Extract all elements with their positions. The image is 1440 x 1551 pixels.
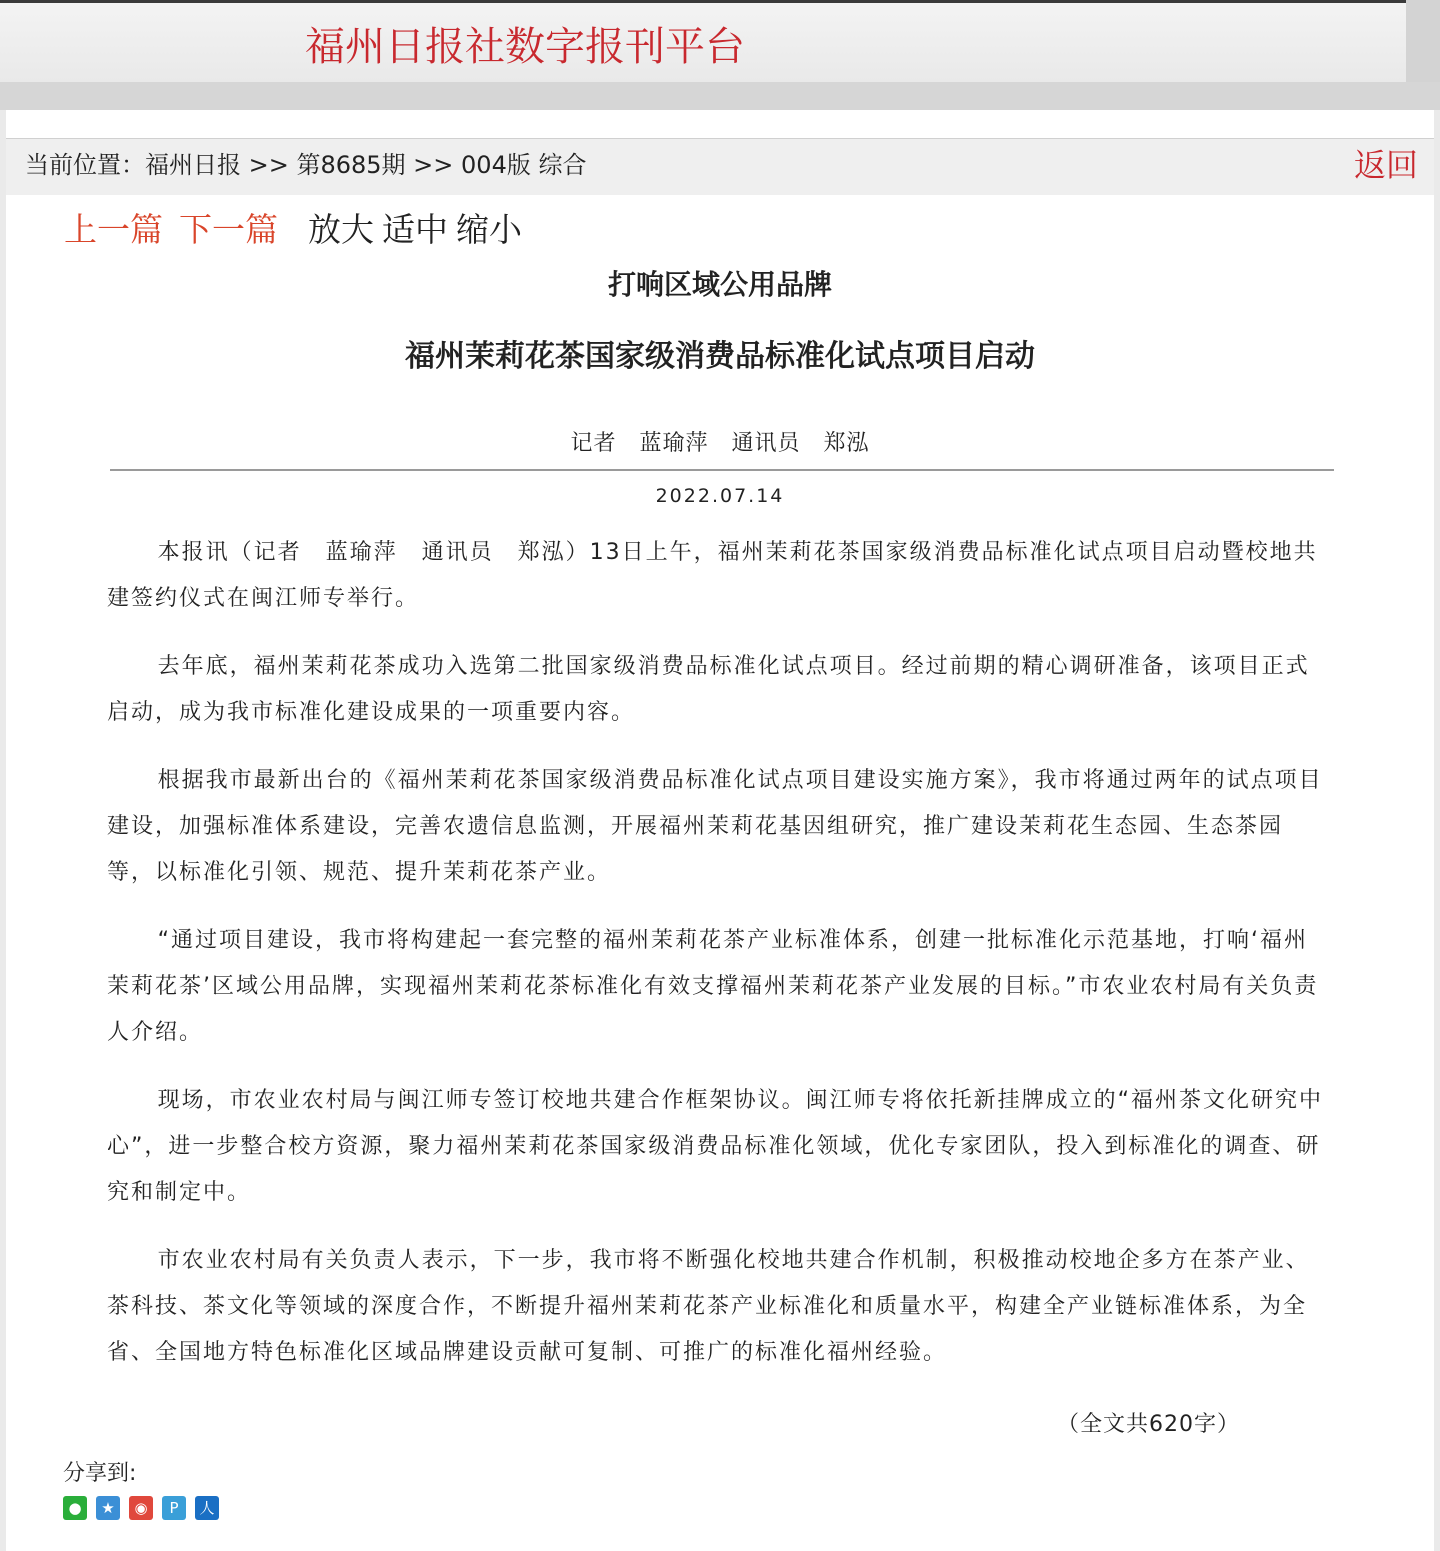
article-paragraph: “通过项目建设，我市将构建起一套完整的福州茉莉花茶产业标准体系，创建一批标准化示范基地，打响‘福州茉莉花茶’区域公用品牌，实现福州茉莉花茶标准化有效支撑福州茉莉花茶产业发展的目标。”市农业农村局有关负责人介绍。: [107, 928, 1319, 1045]
share-label: 分享到:: [63, 1461, 137, 1486]
zoom-in-button[interactable]: 放大: [308, 210, 374, 249]
top-banner: [0, 0, 1406, 82]
article-subtitle: 打响区域公用品牌: [607, 268, 832, 301]
article-paragraph: 市农业农村局有关负责人表示，下一步，我市将不断强化校地共建合作机制，积极推动校地企多方在茶产业、茶科技、茶文化等领域的深度合作，不断提升福州茉莉花茶产业标准化和质量水平，构建全产业链标准体系，为全省、全国地方特色标准化区域品牌建设贡献可复制、可推广的标准化福州经验。: [107, 1248, 1310, 1365]
title-divider: [110, 469, 1334, 471]
word-count: （全文共620字）: [1057, 1412, 1240, 1437]
page-right-edge: [1434, 110, 1440, 1551]
next-article-link[interactable]: 下一篇: [179, 210, 278, 249]
article-paragraph: 本报讯（记者 蓝瑜萍 通讯员 郑泓）13日上午，福州茉莉花茶国家级消费品标准化试点项目启动暨校地共建签约仪式在闽江师专举行。: [107, 540, 1318, 611]
zoom-out-button[interactable]: 缩小: [456, 210, 522, 249]
prev-article-link[interactable]: 上一篇: [64, 210, 163, 249]
breadcrumb[interactable]: 当前位置：福州日报 >> 第8685期 >> 004版 综合: [25, 151, 587, 179]
article-title: 福州茉莉花茶国家级消费品标准化试点项目启动: [405, 339, 1035, 374]
header-separator-band: [0, 82, 1440, 110]
weibo-icon[interactable]: ◉: [129, 1496, 153, 1520]
article-nav: [64, 206, 530, 254]
article-paragraph: 根据我市最新出台的《福州茉莉花茶国家级消费品标准化试点项目建设实施方案》，我市将通过两年的试点项目建设，加强标准体系建设，完善农遗信息监测，开展福州茉莉花基因组研究，推广建设茉莉花生态园、生态茶园等，以标准化引领、规范、提升茉莉花茶产业。: [107, 768, 1323, 885]
tencent-weibo-icon[interactable]: P: [162, 1496, 186, 1520]
share-icons: [63, 1496, 228, 1522]
platform-title: 福州日报社数字报刊平台: [305, 24, 745, 70]
article-date: 2022.07.14: [655, 485, 785, 507]
article-authors: 记者 蓝瑜萍 通讯员 郑泓: [570, 431, 870, 456]
qzone-icon[interactable]: ★: [96, 1496, 120, 1520]
article-paragraph: 现场，市农业农村局与闽江师专签订校地共建合作框架协议。闽江师专将依托新挂牌成立的“福州茶文化研究中心”，进一步整合校方资源，聚力福州茉莉花茶国家级消费品标准化领域，优化专家团队，投入到标准化的调查、研究和制定中。: [107, 1088, 1323, 1205]
zoom-fit-button[interactable]: 适中: [382, 210, 448, 249]
article-paragraph: 去年底，福州茉莉花茶成功入选第二批国家级消费品标准化试点项目。经过前期的精心调研准备，该项目正式启动，成为我市标准化建设成果的一项重要内容。: [107, 654, 1310, 725]
wechat-icon[interactable]: ●: [63, 1496, 87, 1520]
article-body: [107, 530, 1323, 1398]
renren-icon[interactable]: 人: [195, 1496, 219, 1520]
back-button[interactable]: 返回: [1353, 146, 1418, 184]
page-left-edge: [0, 110, 6, 1551]
